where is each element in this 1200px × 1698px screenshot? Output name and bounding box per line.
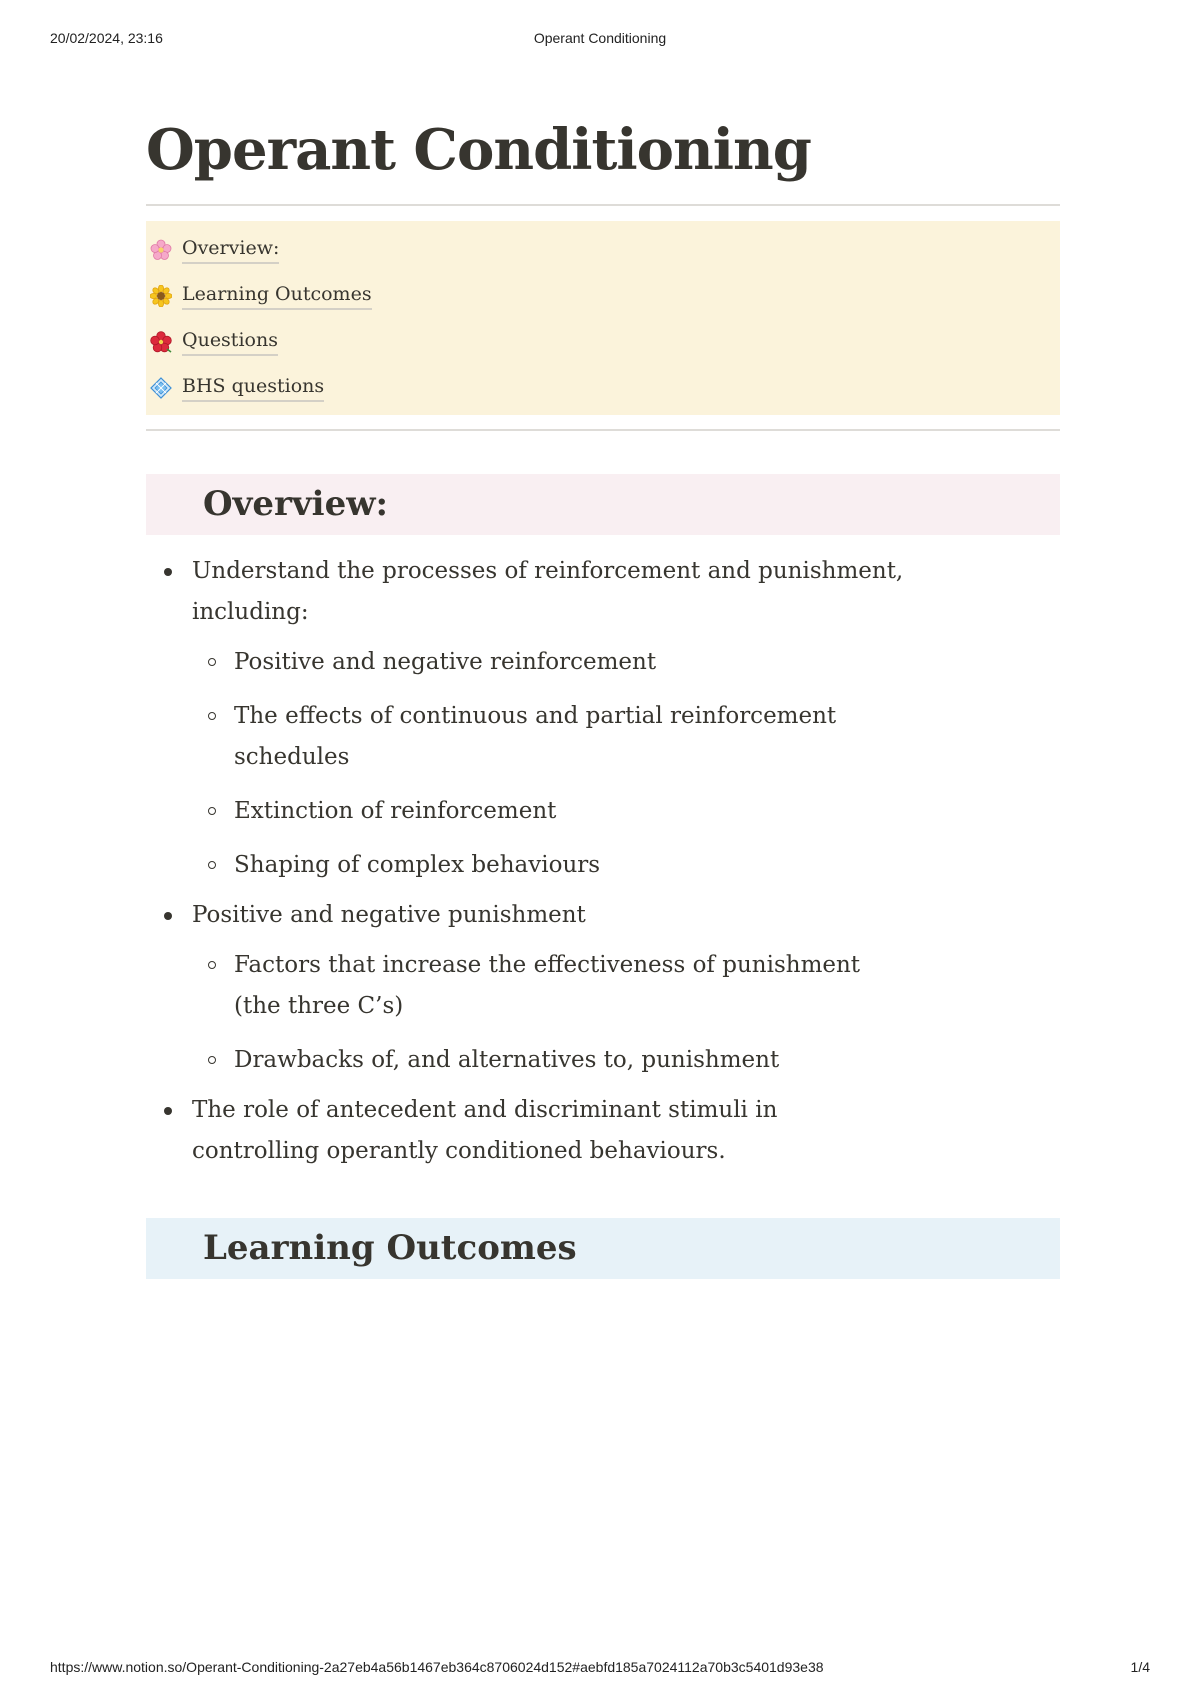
toc-item-bhs-questions[interactable]: [146, 365, 1060, 411]
sub-list-item: Positive and negative reinforcement: [192, 642, 906, 683]
list-item-text: Positive and negative punishment: [192, 902, 586, 928]
overview-list: [146, 551, 906, 1172]
toc-item-learning-outcomes[interactable]: [146, 273, 1060, 319]
sub-list: [192, 642, 906, 886]
sub-list-item: Drawbacks of, and alternatives to, punishment: [192, 1040, 906, 1081]
toc-link-label: Learning Outcomes: [182, 282, 372, 310]
print-url: https://www.notion.so/Operant-Conditioning-2a27eb4a56b1467eb364c8706024d152#aebfd185a7024112a70b3c5401d93e38: [50, 1659, 824, 1675]
table-of-contents: [146, 221, 1060, 415]
hibiscus-icon: [148, 329, 174, 355]
list-item: [146, 895, 906, 1081]
divider: [146, 204, 1060, 206]
print-header: [50, 30, 1150, 50]
sub-list-item: Shaping of complex behaviours: [192, 845, 906, 886]
sub-list-item: Factors that increase the effectiveness of punishment (the three C’s): [192, 945, 906, 1027]
sub-list-item: Extinction of reinforcement: [192, 791, 906, 832]
toc-link-label: BHS questions: [182, 374, 324, 402]
divider: [146, 429, 1060, 431]
toc-link-label: Overview:: [182, 236, 279, 264]
cherry-blossom-icon: [148, 237, 174, 263]
toc-item-overview[interactable]: [146, 227, 1060, 273]
list-item: [146, 1090, 906, 1172]
sub-list: [192, 945, 906, 1081]
sub-list-item: The effects of continuous and partial reinforcement schedules: [192, 696, 906, 778]
print-doc-title: Operant Conditioning: [533, 30, 667, 46]
print-footer: [50, 1659, 1150, 1679]
overview-heading: Overview:: [146, 474, 1060, 535]
page-title: Operant Conditioning: [146, 117, 811, 183]
diamond-icon: [148, 375, 174, 401]
list-item-text: Understand the processes of reinforcement and punishment, including:: [192, 558, 904, 625]
list-item-text: The role of antecedent and discriminant stimuli in controlling operantly conditioned behaviours.: [192, 1097, 778, 1164]
toc-link-label: Questions: [182, 328, 278, 356]
sunflower-icon: [148, 283, 174, 309]
notion-page: [146, 110, 1060, 1279]
learning-outcomes-heading: Learning Outcomes: [146, 1218, 1060, 1279]
print-page-number: 1/4: [1130, 1659, 1150, 1675]
list-item: [146, 551, 906, 886]
print-datetime: 20/02/2024, 23:16: [50, 30, 163, 46]
toc-item-questions[interactable]: [146, 319, 1060, 365]
